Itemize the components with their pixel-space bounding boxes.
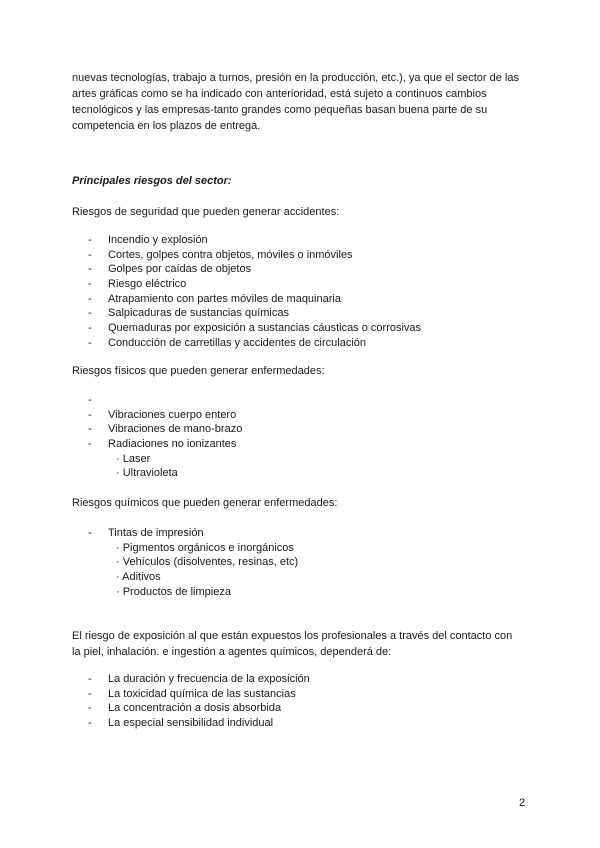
intro-paragraph [72,70,532,134]
paragraph-line: competencia en los plazos de entrega. [72,120,261,132]
paragraph-line: nuevas tecnologías, trabajo a turnos, presión en la producción, etc.), ya que el sector de las [72,72,519,84]
physical-risks-intro: Riesgos físicos que pueden generar enfermedades: [72,365,325,377]
list-item: - Vibraciones de mano-brazo [88,423,243,436]
exposure-factors-list [88,672,548,731]
sub-list-item: · Laser [116,452,151,465]
list-item: - Quemaduras por exposición a sustancias cáusticas o corrosivas [88,322,422,335]
list-item: - [88,394,92,406]
list-item: - Vibraciones cuerpo entero [88,408,237,421]
list-item: - La toxicidad química de las sustancias [88,687,296,700]
list-item: - Atrapamiento con partes móviles de maquinaria [88,292,341,305]
list-item: - La especial sensibilidad individual [88,717,274,730]
list-item: - Radiaciones no ionizantes [88,438,237,451]
list-item: - Golpes por caídas de objetos [88,263,252,276]
list-item: - Conducción de carretillas y accidentes de circulación [88,336,367,349]
safety-risks-intro: Riesgos de seguridad que pueden generar accidentes: [72,206,340,218]
list-item [88,541,548,600]
paragraph-line: tecnológicos y las empresas-tanto grandes como pequeñas basan buena parte de su [72,104,488,116]
paragraph-line: El riesgo de exposición al que están expuestos los profesionales a través del contacto con [72,630,513,642]
sub-list-item: · Aditivos [116,571,161,584]
list-item: - Cortes, golpes contra objetos, móviles o inmóviles [88,248,353,261]
list-item: - Salpicaduras de sustancias químicas [88,307,289,320]
list-item: - Tintas de impresión [88,527,204,539]
sub-list-item: · Ultravioleta [116,467,178,480]
sub-list-item: · Pigmentos orgánicos e inorgánicos [116,541,294,554]
list-item: - Riesgo eléctrico [88,278,187,291]
sub-list-item: · Vehículos (disolventes, resinas, etc) [116,556,299,569]
safety-risks-list [88,233,548,351]
chemical-risks-intro: Riesgos químicos que pueden generar enfermedades: [72,497,338,509]
sub-list-item: · Productos de limpieza [116,585,231,598]
list-item: - Incendio y explosión [88,234,208,246]
paragraph-line: la piel, inhalación. e ingestión a agentes químicos, dependerá de: [72,646,392,658]
list-item [88,452,548,481]
physical-risks-list [88,393,548,481]
chemical-risks-list [88,526,548,599]
exposure-paragraph [72,628,532,660]
paragraph-line: artes gráficas como se ha indicado con anterioridad, está sujeto a continuos cambios [72,88,487,100]
list-item: - La concentración a dosis absorbida [88,702,282,715]
list-item: - La duración y frecuencia de la exposición [88,673,310,685]
page-number: 2 [519,797,526,809]
section-heading: Principales riesgos del sector: [72,175,232,187]
